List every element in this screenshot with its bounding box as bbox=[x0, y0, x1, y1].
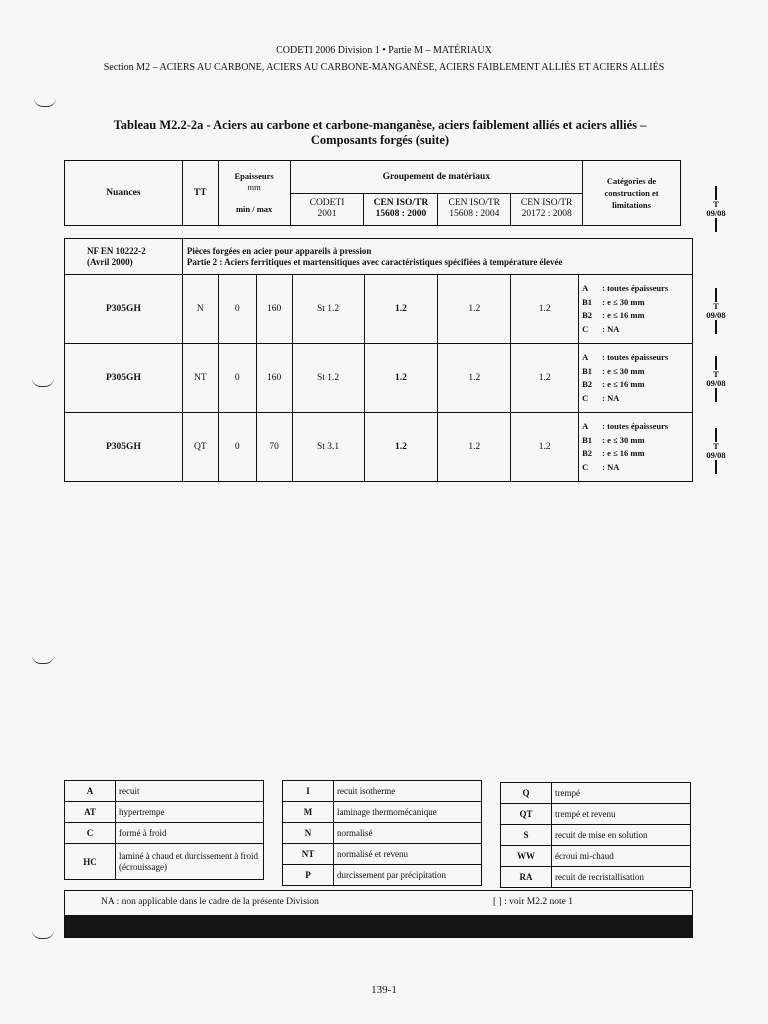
table-cell: I bbox=[283, 781, 334, 802]
table-cell: recuit bbox=[116, 781, 264, 802]
reference-note: [ ] : voir M2.2 note 1 bbox=[493, 897, 573, 907]
legend-row bbox=[501, 846, 691, 867]
legend-row bbox=[283, 781, 482, 802]
legend-row bbox=[65, 823, 264, 844]
table-row bbox=[65, 413, 693, 482]
table-row bbox=[65, 275, 693, 344]
legend-row bbox=[283, 823, 482, 844]
max-cell: 70 bbox=[256, 413, 292, 482]
nuance-cell: P305GH bbox=[65, 275, 183, 344]
categories-cell: A : toutes épaisseurs B1 : e ≤ 30 mm B2 : e ≤ 16 mm C : NA bbox=[579, 344, 693, 413]
table-cell: M bbox=[283, 802, 334, 823]
table-cell: recuit isotherme bbox=[334, 781, 482, 802]
table-cell: P bbox=[283, 865, 334, 886]
legend-table-2 bbox=[282, 780, 482, 886]
codeti-cell: St 3.1 bbox=[292, 413, 364, 482]
table-cell: WW bbox=[501, 846, 552, 867]
table-cell: HC bbox=[65, 844, 116, 880]
page-number: 139-1 bbox=[371, 984, 397, 996]
materials-table bbox=[64, 238, 693, 482]
nuance-cell: P305GH bbox=[65, 413, 183, 482]
min-cell: 0 bbox=[218, 413, 256, 482]
table-cell: normalisé bbox=[334, 823, 482, 844]
cen2000-cell: 1.2 bbox=[364, 413, 438, 482]
codeti-cell: St 1.2 bbox=[292, 344, 364, 413]
groupement-header: Groupement de matériaux bbox=[290, 161, 583, 194]
legend-row bbox=[501, 804, 691, 825]
table-cell: durcissement par précipitation bbox=[334, 865, 482, 886]
table-cell: écroui mi-chaud bbox=[552, 846, 691, 867]
table-subtitle: Composants forgés (suite) bbox=[310, 133, 450, 147]
standard-description: Pièces forgées en acier pour appareils à pression Partie 2 : Aciers ferritiques et martensitiques avec caractéristiques spécifiées à température élevée bbox=[182, 239, 692, 275]
table-cell: trempé et revenu bbox=[552, 804, 691, 825]
table-cell: normalisé et revenu bbox=[334, 844, 482, 865]
table-cell: N bbox=[283, 823, 334, 844]
punch-hole-mark bbox=[32, 378, 54, 387]
legend-row bbox=[501, 825, 691, 846]
epaisseurs-header: Epaisseurs mm bbox=[218, 161, 290, 194]
legend-row bbox=[283, 802, 482, 823]
cen2004-cell: 1.2 bbox=[438, 344, 511, 413]
categories-header: Catégories de construction et limitations bbox=[583, 161, 681, 226]
table-cell: hypertrempe bbox=[116, 802, 264, 823]
min-max-header: min / max bbox=[218, 193, 290, 226]
punch-hole-mark bbox=[32, 930, 54, 939]
running-header: CODETI 2006 Division 1 • Partie M – MATÉRIAUX bbox=[276, 45, 492, 56]
table-cell: Q bbox=[501, 783, 552, 804]
nuance-cell: P305GH bbox=[65, 344, 183, 413]
min-cell: 0 bbox=[218, 275, 256, 344]
nuances-header: Nuances bbox=[65, 161, 183, 226]
legend-row bbox=[501, 783, 691, 804]
categories-cell: A : toutes épaisseurs B1 : e ≤ 30 mm B2 : e ≤ 16 mm C : NA bbox=[579, 413, 693, 482]
tt-cell: NT bbox=[182, 344, 218, 413]
punch-hole-mark bbox=[34, 98, 56, 107]
footer-strip bbox=[65, 915, 692, 937]
table-cell: formé à froid bbox=[116, 823, 264, 844]
min-cell: 0 bbox=[218, 344, 256, 413]
tt-header: TT bbox=[182, 161, 218, 226]
revision-mark: T 09/08 bbox=[701, 428, 731, 474]
na-note: NA : non applicable dans le cadre de la présente Division bbox=[101, 897, 319, 907]
punch-hole-mark bbox=[32, 655, 54, 664]
max-cell: 160 bbox=[256, 275, 292, 344]
tt-cell: N bbox=[182, 275, 218, 344]
table-cell: A bbox=[65, 781, 116, 802]
legend-row bbox=[65, 844, 264, 880]
revision-mark: T 09/08 bbox=[701, 186, 731, 232]
cen2000-header: CEN ISO/TR 15608 : 2000 bbox=[364, 193, 438, 226]
table-cell: trempé bbox=[552, 783, 691, 804]
table-cell: QT bbox=[501, 804, 552, 825]
legend-table-3 bbox=[500, 782, 691, 888]
table-cell: laminé à chaud et durcissement à froid (écrouissage) bbox=[116, 844, 264, 880]
footer-note-box bbox=[64, 890, 693, 938]
cen2008-cell: 1.2 bbox=[511, 344, 579, 413]
table-cell: recuit de recristallisation bbox=[552, 867, 691, 888]
legend-row bbox=[501, 867, 691, 888]
categories-cell: A : toutes épaisseurs B1 : e ≤ 30 mm B2 : e ≤ 16 mm C : NA bbox=[579, 275, 693, 344]
section-header: Section M2 – ACIERS AU CARBONE, ACIERS AU CARBONE-MANGANÈSE, ACIERS FAIBLEMENT ALLIÉS ET ACIERS ALLIÉS bbox=[103, 62, 665, 73]
cen2008-cell: 1.2 bbox=[511, 275, 579, 344]
column-header-table bbox=[64, 160, 681, 226]
cen2008-header: CEN ISO/TR 20172 : 2008 bbox=[511, 193, 583, 226]
table-cell: laminage thermomécanique bbox=[334, 802, 482, 823]
cen2000-cell: 1.2 bbox=[364, 344, 438, 413]
revision-mark: T 09/08 bbox=[701, 356, 731, 402]
cen2004-cell: 1.2 bbox=[438, 413, 511, 482]
legend-row bbox=[65, 802, 264, 823]
cen2000-cell: 1.2 bbox=[364, 275, 438, 344]
legend-table-1 bbox=[64, 780, 264, 880]
table-cell: C bbox=[65, 823, 116, 844]
codeti-cell: St 1.2 bbox=[292, 275, 364, 344]
cen2004-cell: 1.2 bbox=[438, 275, 511, 344]
table-cell: NT bbox=[283, 844, 334, 865]
codeti-header: CODETI 2001 bbox=[290, 193, 364, 226]
legend-row bbox=[283, 865, 482, 886]
table-cell: recuit de mise en solution bbox=[552, 825, 691, 846]
table-title: Tableau M2.2-2a - Aciers au carbone et carbone-manganèse, aciers faiblement alliés et aciers alliés – bbox=[113, 118, 647, 132]
cen2004-header: CEN ISO/TR 15608 : 2004 bbox=[438, 193, 511, 226]
table-cell: S bbox=[501, 825, 552, 846]
table-cell: AT bbox=[65, 802, 116, 823]
table-cell: RA bbox=[501, 867, 552, 888]
legend-row bbox=[283, 844, 482, 865]
legend-row bbox=[65, 781, 264, 802]
tt-cell: QT bbox=[182, 413, 218, 482]
max-cell: 160 bbox=[256, 344, 292, 413]
revision-mark: T 09/08 bbox=[701, 288, 731, 334]
table-row bbox=[65, 344, 693, 413]
cen2008-cell: 1.2 bbox=[511, 413, 579, 482]
standard-reference: NF EN 10222-2 (Avril 2000) bbox=[65, 239, 183, 275]
